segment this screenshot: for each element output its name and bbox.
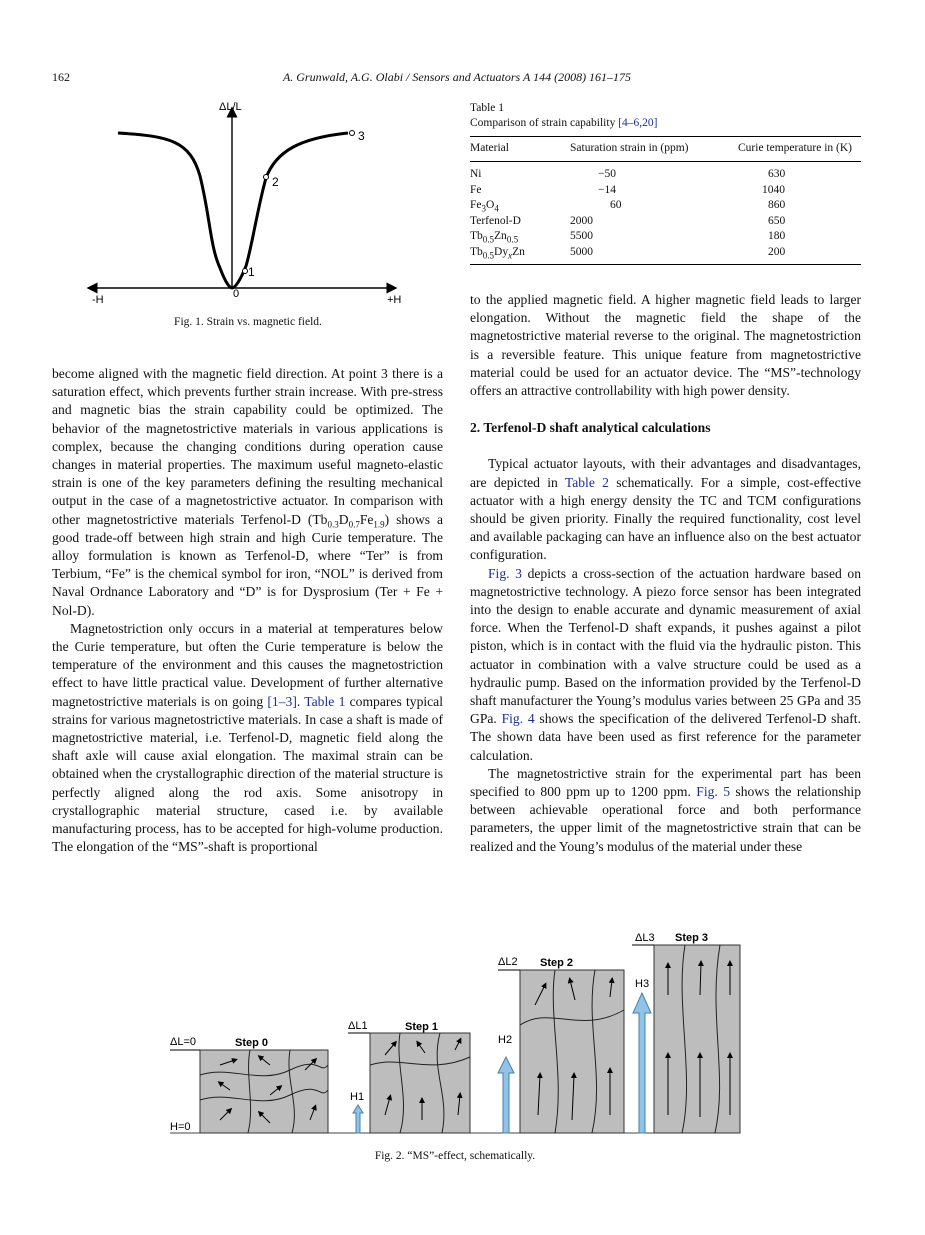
fig1-strain-curve <box>118 133 348 288</box>
fig2-h1-arrow <box>353 1105 363 1133</box>
fig2-block-step1 <box>370 1033 470 1133</box>
fig2-h2-label: H2 <box>498 1034 513 1046</box>
right-paragraph-1: to the applied magnetic field. A higher magnetic field leads to larger elongation. Without the magnetic field the shape of the magnetostrictive material reverse to the original. The magnetostriction is a reversible feature. This unique feature from magnetostrictive material could be used for an actuator device. The “MS”-technology offers an attractive controllability with high power density. <box>470 292 861 399</box>
fig2-ms-effect <box>160 925 750 1140</box>
fig2-step0-label: Step 0 <box>235 1037 269 1049</box>
fig2-caption: Fig. 2. “MS”-effect, schematically. <box>374 1150 536 1162</box>
table-row: Terfenol-D 2000 650 <box>470 214 786 227</box>
page-number: 162 <box>52 70 70 84</box>
table1-col-curie: Curie temperature in (K) <box>738 139 861 162</box>
table1-title: Comparison of strain capability [4–6,20] <box>470 117 658 129</box>
fig2-dl2-label: ΔL2 <box>498 956 518 968</box>
left-column <box>52 365 443 856</box>
fig1-origin-label: 0 <box>233 288 240 300</box>
fig2-step3-label: Step 3 <box>675 932 709 944</box>
fig2-h2-arrow <box>498 1057 514 1133</box>
fig1-point-1 <box>243 269 248 274</box>
fig2-dl1-label: ΔL1 <box>348 1020 368 1032</box>
fig2-step2-label: Step 2 <box>540 957 574 969</box>
fig2-dl0-label: ΔL=0 <box>170 1036 197 1048</box>
fig1-point-2-label: 2 <box>272 175 279 189</box>
fig2-h3-label: H3 <box>635 978 650 990</box>
fig1-point-1-label: 1 <box>248 265 255 279</box>
ref-link[interactable]: [1–3] <box>267 693 297 709</box>
fig2-h3-arrow <box>633 993 651 1133</box>
table-row: Fe −14 1040 <box>470 183 785 196</box>
right-column <box>470 291 861 856</box>
right-paragraph-4: The magnetostrictive strain for the experimental part has been specified to 800 ppm up to 1200 ppm. Fig. 5 shows the relationship between achievable operational force and both performance parameters, the upper limit of the magnetostrictive strain that can be realized and the Young’s modulus of the material under these <box>470 765 861 854</box>
fig3-link[interactable]: Fig. 3 <box>488 565 522 581</box>
table1-col-strain: Saturation strain in (ppm) <box>570 139 738 162</box>
right-paragraph-2: Typical actuator layouts, with their advantages and disadvantages, are depicted in Table 2 schematically. For a simple, cost-effective actuator with a high energy density the TC and TCM configurations should be given priority. Finally the required functionality, cost level and available packaging can have an influence also on the best actuator configuration. <box>470 456 861 563</box>
left-paragraph-1: become aligned with the magnetic field direction. At point 3 there is a saturation effect, which prevents further strain increase. With pre-stress and magnetic bias the strain capability could be optimized. The behavior of the magnetostrictive materials in various applications is complex, because the changing conditions during operation cause changes in material properties. The maximum useful magneto-elastic strain is one of the key parameters defining the resulting mechanical output in the case of a magnetostrictive actuator. In comparison with other magnetostrictive materials Terfenol-D $(Tb_{0.3}D_{0.7}Fe_{1.9})$ shows a good trade-off between high strain and high Curie temperature. The alloy formulation is known as Terfenol-D, where “Ter” is from Terbium, “Fe” is the chemical symbol for iron, “NOL” is derived from Naval Ordnance Laboratory and “D” is for Dysprosium (Ter + Fe + Nol-D). <box>52 366 443 618</box>
fig1-strain-plot <box>80 96 420 311</box>
table2-link[interactable]: Table 2 <box>564 474 609 490</box>
fig2-block-step0 <box>200 1050 328 1133</box>
table1 <box>470 139 861 262</box>
fig1-point-2 <box>264 175 269 180</box>
table1-col-material: Material <box>470 139 570 162</box>
fig1-y-label: ΔL/L <box>219 101 242 113</box>
table1-top-rule <box>470 136 861 137</box>
table1-bottom-rule <box>470 264 861 265</box>
left-paragraph-2: Magnetostriction only occurs in a material at temperatures below the Curie temperature, but often the Curie temperature is below the temperature of the environment and this causes the magnetostriction effect to have little practical value. Development of further alternative magnetostrictive materials is on going [1–3]. Table 1 compares typical strains for various magnetostrictive materials. In case a shaft is made of magnetostrictive material, i.e. Terfenol-D, magnetic field along the shaft axle will cause axial elongation. The maximal strain can be obtained when the crystallographic direction of the material structure is perfectly aligned along the rod axis. Some anisotropy in crystallographic material structure, cased i.e. by available manufacturing process, has to be accepted for high-volume production. The elongation of the “MS”-shaft is proportional <box>52 620 443 855</box>
table-row: $Tb_{0.5}Dy_xZn$ 5000 200 <box>470 245 786 261</box>
fig1-x-pos-label: +H <box>387 294 402 306</box>
fig2-block-step3 <box>654 945 740 1133</box>
fig5-link[interactable]: Fig. 5 <box>696 784 731 800</box>
table-row: $Tb_{0.5}Zn_{0.5}$ 5500 180 <box>470 230 786 245</box>
fig4-link[interactable]: Fig. 4 <box>501 711 535 727</box>
fig2-dl3-label: ΔL3 <box>635 932 655 944</box>
section-2-title: 2. Terfenol-D shaft analytical calculations <box>470 420 711 436</box>
fig2-step1-label: Step 1 <box>405 1021 439 1033</box>
running-title: A. Grunwald, A.G. Olabi / Sensors and Actuators A 144 (2008) 161–175 <box>282 70 632 84</box>
fig2-h1-label: H1 <box>350 1091 365 1103</box>
right-paragraph-3: Fig. 3 depicts a cross-section of the actuation hardware based on magnetostrictive technology. A piezo force sensor has been integrated into the design to enable accurate and dynamic measurement of axial force. When the Terfenol-D shaft expands, it pushes against a pilot piston, which is in contact with the fluid via the hydraulic piston. This actuator in combination with a valve structure could be used as a hydraulic pump. Based on the information provided by the Terfenol-D shaft manufacturer the Young’s modulus varies between 25 GPa and 35 GPa. Fig. 4 shows the specification of the delivered Terfenol-D shaft. The shown data have been used as first reference for the parameter calculation. <box>470 565 861 763</box>
table-row: $Fe_3O_4$ 60 860 <box>470 199 786 214</box>
table1-title-ref[interactable]: [4–6,20] <box>618 117 658 129</box>
table1-heading <box>470 101 658 131</box>
table1-label: Table 1 <box>470 102 505 114</box>
fig2-block-step2 <box>520 970 624 1133</box>
table-row: Ni −50 630 <box>470 168 786 180</box>
fig1-point-3-label: 3 <box>358 129 365 143</box>
table1-link[interactable]: Table 1 <box>304 693 346 709</box>
fig1-point-3 <box>350 131 355 136</box>
fig2-h0-label: H=0 <box>170 1121 191 1133</box>
fig1-caption: Fig. 1. Strain vs. magnetic field. <box>174 316 322 328</box>
fig1-x-neg-label: -H <box>92 294 104 306</box>
